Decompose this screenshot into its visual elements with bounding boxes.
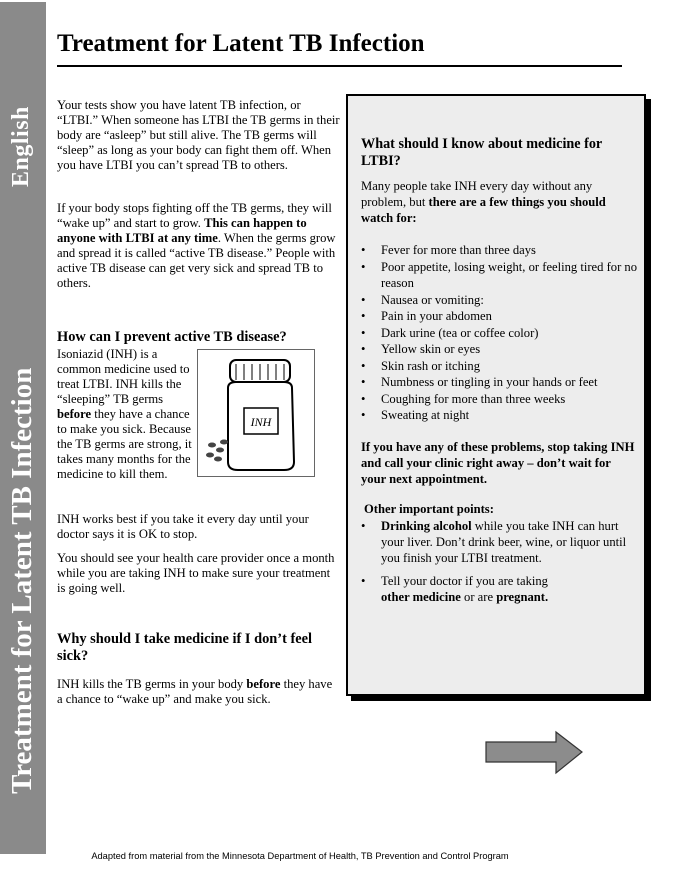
prevent-heading: How can I prevent active TB disease? [57,329,287,345]
sidebar-title: Treatment for Latent TB Infection [6,367,38,794]
list-item: • Nausea or vomiting: [359,292,639,309]
bottle-label: INH [250,415,272,429]
other-points-heading: Other important points: [364,502,494,516]
list-item: • Yellow skin or eyes [359,341,639,358]
page-title: Treatment for Latent TB Infection [57,30,425,57]
intro-paragraph-2: If your body stops fighting off the TB germs, they will “wake up” and start to grow. This can happen to anyone with LTBI at any time. When the germs grow and spread it is called “active TB disease.” People with active TB disease can get very sick and spread TB to others. [57,201,336,290]
box-intro: Many people take INH every day without any problem, but there are a few things you should watch for: [361,179,606,225]
prevent-paragraph-2: INH works best if you take it every day until your doctor says it is OK to stop. [57,512,309,541]
list-item: • Pain in your abdomen [359,308,639,325]
list-item: • Sweating at night [359,407,639,424]
other-points-list [359,518,639,612]
list-item: • Fever for more than three days [359,242,639,259]
pill-bottle-icon [197,349,315,477]
why-paragraph: INH kills the TB germs in your body before they have a chance to “wake up” and make you sick. [57,677,333,706]
list-item: • Skin rash or itching [359,358,639,375]
list-item: • Coughing for more than three weeks [359,391,639,408]
title-divider [57,65,622,67]
prevent-paragraph-3: You should see your health care provider once a month while you are taking INH to make sure your treatment is going well. [57,551,335,595]
why-heading: Why should I take medicine if I don’t feel sick? [57,631,313,664]
warning-text: If you have any of these problems, stop taking INH and call your clinic right away – don’t wait for your next appointment. [361,440,635,486]
box-heading: What should I know about medicine for LTBI? [361,136,602,169]
list-item: • Drinking alcohol while you take INH can hurt your liver. Don’t drink beer, wine, or liquor until you finish your LTBI treatment. [359,518,639,566]
list-item: • Poor appetite, losing weight, or feeling tired for no reason [359,259,639,292]
footer-credit: Adapted from material from the Minnesota Department of Health, TB Prevention and Control Program [91,851,509,861]
list-item: • Dark urine (tea or coffee color) [359,325,639,342]
list-item: • Tell your doctor if you are taking other medicine or are pregnant. [359,573,639,605]
prevent-paragraph-1: Isoniazid (INH) is a common medicine used to treat LTBI. INH kills the “sleeping” TB germs before they have a chance to make you sick. Because the TB germs are strong, it takes many months for the medicine to kill them. [57,347,192,481]
language-label: English [8,106,34,187]
sidebar-band [0,2,46,854]
symptom-list [359,242,639,424]
right-arrow-icon[interactable] [484,730,584,775]
intro-paragraph-1: Your tests show you have latent TB infection, or “LTBI.” When someone has LTBI the TB germs in their body are “asleep” but still alive. The TB germs will “sleep” as long as your body can fight them off. When you have LTBI you can’t spread TB to others. [57,98,340,172]
list-item: • Numbness or tingling in your hands or feet [359,374,639,391]
